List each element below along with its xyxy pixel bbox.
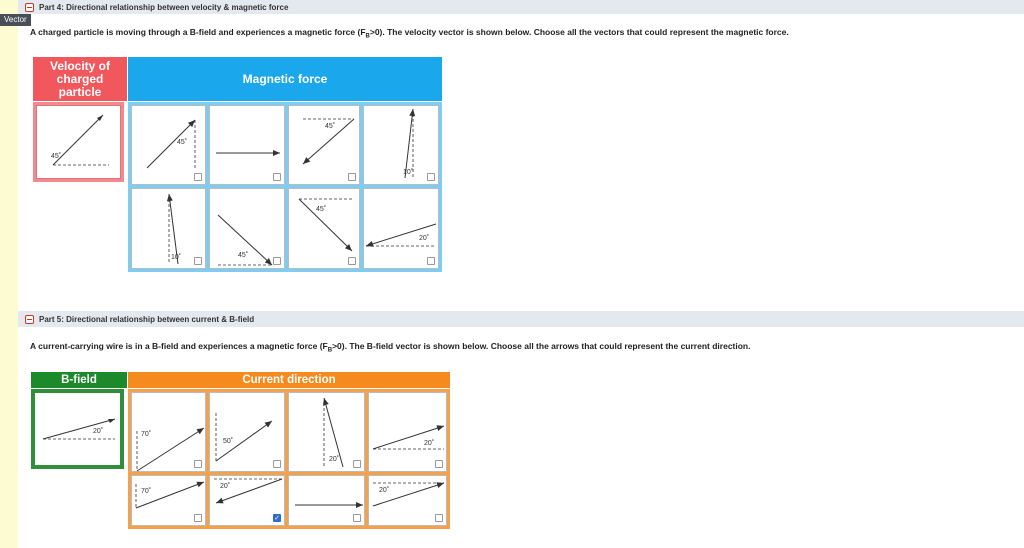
part4-option-checkbox-3[interactable] xyxy=(348,173,356,181)
arrow-head xyxy=(436,425,444,431)
part4-option-cell-7[interactable] xyxy=(288,188,360,269)
part4-option-cell-4[interactable] xyxy=(363,105,439,185)
part4-option-angle-3: 45˚ xyxy=(325,123,336,130)
part5-option-angle-1: 70˚ xyxy=(141,431,152,438)
part4-title: Part 4: Directional relationship between velocity & magnetic force xyxy=(39,2,289,12)
part5-option-checkbox-5[interactable] xyxy=(194,514,202,522)
part5-option-cell-1[interactable] xyxy=(131,392,206,472)
arrow-head xyxy=(167,194,173,201)
part5-collapse-icon[interactable] xyxy=(25,315,34,324)
part5-option-angle-3: 20˚ xyxy=(329,456,340,463)
part4-option-angle-4: 10˚ xyxy=(403,169,414,176)
part5-title: Part 5: Directional relationship between current & B-field xyxy=(39,314,255,324)
part5-option-cell-4[interactable] xyxy=(368,392,447,472)
part5-option-checkbox-3[interactable] xyxy=(353,460,361,468)
velocity-vector-svg xyxy=(37,106,122,180)
arrow-head xyxy=(409,109,415,116)
part5-option-angle-4: 20˚ xyxy=(424,440,435,447)
part4-option-checkbox-5[interactable] xyxy=(194,257,202,265)
part5-option-checkbox-1[interactable] xyxy=(194,460,202,468)
part4-option-cell-8[interactable] xyxy=(363,188,439,269)
part5-option-cell-6[interactable] xyxy=(209,475,285,526)
left-margin-strip xyxy=(0,0,18,548)
part5-question-sub: B xyxy=(327,347,333,354)
part4-question-post: >0). The velocity vector is shown below. Choose all the vectors that could represent the magnetic force. xyxy=(369,27,789,37)
bfield-header: B-field xyxy=(31,372,127,388)
part4-option-cell-2[interactable] xyxy=(209,105,285,185)
part4-option-angle-7: 45˚ xyxy=(316,206,327,213)
arrow-head xyxy=(273,150,280,156)
arrow-head xyxy=(196,428,204,434)
velocity-header: Velocity of charged particle xyxy=(33,57,127,101)
part5-header[interactable] xyxy=(18,311,1024,327)
part5-option-cell-7[interactable] xyxy=(288,475,365,526)
part5-option-cell-2[interactable] xyxy=(209,392,285,472)
part5-option-angle-5: 70˚ xyxy=(141,488,152,495)
part5-option-checkbox-8[interactable] xyxy=(435,514,443,522)
part4-question-pre: A charged particle is moving through a B-field and experiences a magnetic force (F xyxy=(30,27,366,37)
part5-option-checkbox-2[interactable] xyxy=(273,460,281,468)
part4-option-checkbox-7[interactable] xyxy=(348,257,356,265)
part4-option-checkbox-1[interactable] xyxy=(194,173,202,181)
part5-option-angle-8: 20˚ xyxy=(379,487,390,494)
part4-option-checkbox-8[interactable] xyxy=(427,257,435,265)
vector-tag: Vector xyxy=(0,14,31,26)
part4-option-checkbox-4[interactable] xyxy=(427,173,435,181)
arrow-head xyxy=(216,498,224,504)
arrow xyxy=(136,482,204,508)
part5-option-cell-8[interactable] xyxy=(368,475,447,526)
part4-option-checkbox-2[interactable] xyxy=(273,173,281,181)
arrow-head xyxy=(265,421,272,428)
bfield-angle-label: 20˚ xyxy=(93,428,104,435)
part4-option-cell-3[interactable] xyxy=(288,105,360,185)
part4-option-angle-8: 20˚ xyxy=(419,235,430,242)
part4-option-angle-6: 45˚ xyxy=(238,252,249,259)
arrow-head xyxy=(436,482,444,488)
arrow-head xyxy=(196,482,204,488)
velocity-given-cell xyxy=(36,105,121,179)
part5-option-angle-6: 20˚ xyxy=(220,483,231,490)
part4-question-sub: B xyxy=(365,33,370,40)
bfield-given-cell xyxy=(34,392,121,466)
part4-option-cell-5[interactable] xyxy=(131,188,206,269)
part5-question xyxy=(30,341,750,354)
arrow xyxy=(405,109,413,178)
arrow xyxy=(147,120,195,168)
part5-question-post: >0). The B-field vector is shown below. Choose all the arrows that could represent the current direction. xyxy=(332,341,751,351)
part5-option-cell-3[interactable] xyxy=(288,392,365,472)
part5-option-angle-2: 50˚ xyxy=(223,438,234,445)
part4-header[interactable] xyxy=(18,0,1024,14)
part4-question xyxy=(30,27,789,40)
part4-option-cell-6[interactable] xyxy=(209,188,285,269)
part4-option-angle-5: 10˚ xyxy=(171,254,182,261)
part5-option-checkbox-6[interactable]: ✓ xyxy=(274,515,280,522)
velocity-angle-label: 45˚ xyxy=(51,153,62,160)
part5-option-checkbox-4[interactable] xyxy=(435,460,443,468)
current-direction-header: Current direction xyxy=(128,372,450,388)
bfield-vector-svg xyxy=(35,393,122,467)
magnetic-force-header: Magnetic force xyxy=(128,57,442,101)
arrow-head xyxy=(356,502,363,508)
part5-option-checkbox-7[interactable] xyxy=(353,514,361,522)
part5-option-cell-5[interactable] xyxy=(131,475,206,526)
part4-option-cell-1[interactable] xyxy=(131,105,206,185)
part4-option-checkbox-6[interactable] xyxy=(273,257,281,265)
part4-collapse-icon[interactable] xyxy=(25,3,34,12)
part4-option-angle-1: 45˚ xyxy=(177,139,188,146)
part5-question-pre: A current-carrying wire is in a B-field and experiences a magnetic force (F xyxy=(30,341,328,351)
